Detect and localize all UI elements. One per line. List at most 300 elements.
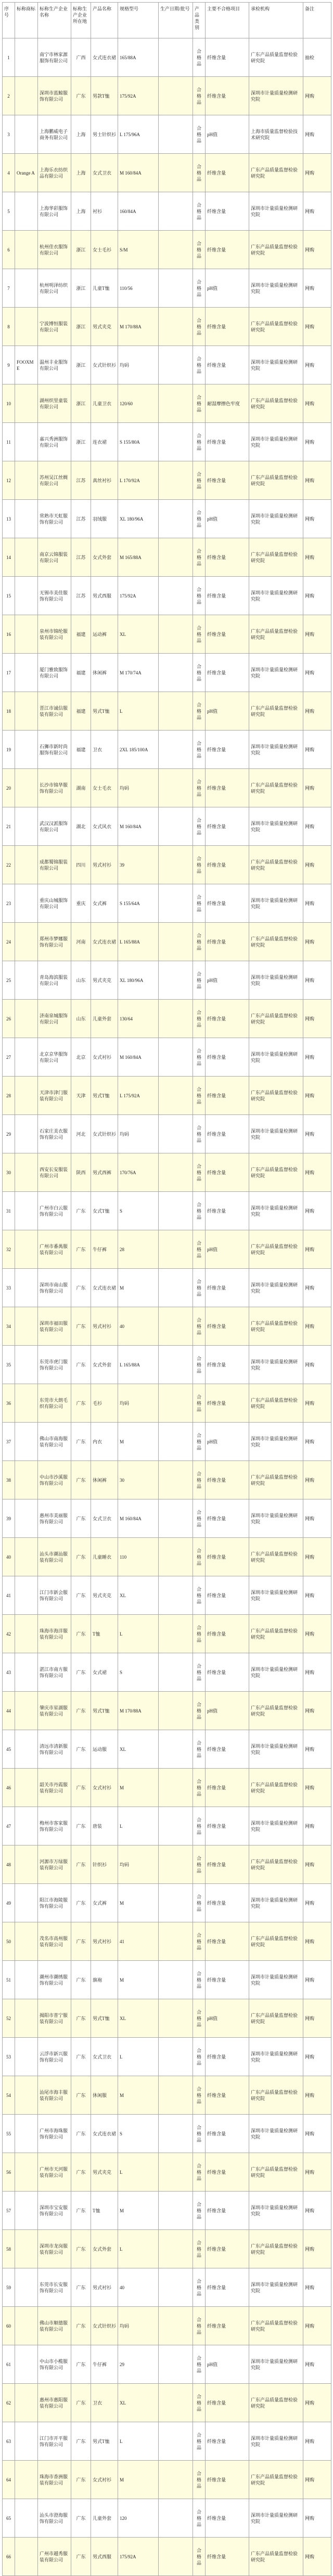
table-cell: 女式针织衫 [91, 1115, 118, 1153]
table-cell: 21 [3, 807, 15, 846]
table-cell: 纤维含量 [206, 1115, 249, 1153]
table-cell: 49 [3, 1884, 15, 1922]
table-cell: 网购 [303, 308, 331, 346]
table-row [3, 2461, 331, 2499]
table-cell [15, 731, 38, 769]
table-cell: 广东 [71, 1769, 91, 1807]
table-row [3, 2538, 331, 2576]
table-cell: 均码 [118, 346, 159, 384]
table-row [3, 692, 331, 731]
table-cell: 纤维含量 [206, 346, 249, 384]
table-cell: 合格品 [193, 1653, 206, 1692]
table-cell: 网购 [303, 1499, 331, 1538]
table-cell: 合格品 [193, 2307, 206, 2345]
table-cell: M [118, 1769, 159, 1807]
table-cell: 网购 [303, 1038, 331, 1077]
table-cell: 广东 [71, 2384, 91, 2422]
table-cell: 28 [3, 1077, 15, 1115]
table-cell: 纤维含量 [206, 77, 249, 115]
table-cell: 14 [3, 538, 15, 577]
table-cell [159, 1423, 193, 1461]
column-header: 主要不合格项目 [206, 3, 249, 38]
table-cell: 合格品 [193, 1384, 206, 1423]
table-cell: 深圳市计量质量检测研究院 [249, 654, 303, 692]
table-cell [159, 577, 193, 615]
table-cell: 合格品 [193, 1807, 206, 1845]
table-cell: 广西 [71, 38, 91, 77]
table-cell [15, 1576, 38, 1615]
table-cell: 广东 [71, 1884, 91, 1922]
table-cell: 羽绒服 [91, 500, 118, 538]
table-cell: 深圳市计量质量检测研究院 [249, 577, 303, 615]
table-cell: 53 [3, 2038, 15, 2076]
table-cell: 广东 [71, 2076, 91, 2115]
table-cell: 广东 [71, 77, 91, 115]
table-row [3, 384, 331, 423]
table-cell: 惠州市美丽服饰有限公司 [38, 1499, 71, 1538]
table-cell: 广东产品质量监督检验研究院 [249, 1153, 303, 1192]
table-row [3, 961, 331, 1000]
table-cell: 3 [3, 115, 15, 154]
table-cell [159, 1384, 193, 1423]
table-cell [159, 538, 193, 577]
table-cell: 广东 [71, 1845, 91, 1884]
table-cell: 网购 [303, 231, 331, 269]
table-cell [159, 961, 193, 1000]
table-cell: 1 [3, 38, 15, 77]
table-cell [159, 1692, 193, 1730]
table-cell: 江苏 [71, 461, 91, 500]
table-cell: 120 [118, 2499, 159, 2538]
table-cell: 重庆山城服饰有限公司 [38, 884, 71, 923]
table-cell [15, 2538, 38, 2576]
table-row [3, 2384, 331, 2422]
table-cell: 石狮市新时尚服饰有限公司 [38, 731, 71, 769]
table-cell: 女式裤 [91, 1884, 118, 1922]
table-cell: 合格品 [193, 1307, 206, 1346]
table-cell [15, 961, 38, 1000]
table-cell: 纤维含量 [206, 192, 249, 231]
table-cell: 网购 [303, 269, 331, 308]
table-cell [159, 1499, 193, 1538]
table-cell: 39 [3, 1499, 15, 1538]
table-cell: 网购 [303, 1845, 331, 1884]
table-cell: 男式夹克 [91, 961, 118, 1000]
table-cell: 网购 [303, 654, 331, 692]
table-cell: M 170/88A [118, 1692, 159, 1730]
table-cell: 11 [3, 423, 15, 461]
table-cell [15, 500, 38, 538]
table-cell: 网购 [303, 500, 331, 538]
table-cell: 120/60 [118, 384, 159, 423]
table-cell: 杭州明泽纺织有限公司 [38, 269, 71, 308]
table-cell [15, 846, 38, 884]
table-cell: 36 [3, 1384, 15, 1423]
table-cell: 合格品 [193, 884, 206, 923]
table-cell: 网购 [303, 1307, 331, 1346]
table-cell: 27 [3, 1038, 15, 1077]
table-cell: 网购 [303, 1615, 331, 1653]
table-cell: 110 [118, 1538, 159, 1576]
column-header: 备注 [303, 3, 331, 38]
table-cell: 湖州织里童装有限公司 [38, 384, 71, 423]
table-cell: 网购 [303, 1999, 331, 2038]
table-cell [15, 1884, 38, 1922]
table-cell: 61 [3, 2345, 15, 2384]
table-cell: 东莞市长安服饰有限公司 [38, 2268, 71, 2307]
table-cell: 40 [118, 2268, 159, 2307]
table-cell: 休闲服 [91, 2076, 118, 2115]
table-cell: 广东 [71, 2230, 91, 2268]
table-cell: 37 [3, 1423, 15, 1461]
table-cell: 厦门雅致服饰有限公司 [38, 654, 71, 692]
table-cell: 合格品 [193, 154, 206, 192]
table-cell: 62 [3, 2384, 15, 2422]
table-cell: 儿童卫衣 [91, 384, 118, 423]
table-cell: 陕西 [71, 1153, 91, 1192]
table-row [3, 308, 331, 346]
table-cell: 纤维含量 [206, 884, 249, 923]
table-cell: 西安长安服装有限公司 [38, 1153, 71, 1192]
table-cell: 纤维含量 [206, 1384, 249, 1423]
table-cell [15, 1653, 38, 1692]
table-cell: 合格品 [193, 384, 206, 423]
table-cell [15, 1000, 38, 1038]
table-cell [15, 1153, 38, 1192]
table-cell: 广东 [71, 1999, 91, 2038]
table-cell: 合格品 [193, 2076, 206, 2115]
table-cell: 纤维含量 [206, 38, 249, 77]
table-cell: 男式衬衫 [91, 846, 118, 884]
table-cell: 女式卫衣 [91, 154, 118, 192]
table-cell: 广东产品质量监督检验研究院 [249, 231, 303, 269]
table-cell: 55 [3, 2115, 15, 2153]
table-cell: 8 [3, 308, 15, 346]
table-cell: 合格品 [193, 2461, 206, 2499]
table-cell: pH值 [206, 115, 249, 154]
table-cell: 深圳市计量质量检测研究院 [249, 269, 303, 308]
table-cell: 女式裤 [91, 884, 118, 923]
table-cell: 常熟市天虹服饰有限公司 [38, 500, 71, 538]
table-cell: 合格品 [193, 1576, 206, 1615]
column-header: 生产日期/批号 [159, 3, 193, 38]
table-cell: 网购 [303, 2307, 331, 2345]
table-cell: 江门市新会服饰有限公司 [38, 1576, 71, 1615]
table-cell: 纤维含量 [206, 2461, 249, 2499]
table-cell: 宁波博恒服装有限公司 [38, 308, 71, 346]
table-cell: 合格品 [193, 1153, 206, 1192]
table-cell [15, 615, 38, 654]
table-cell: 广东产品质量监督检验研究院 [249, 308, 303, 346]
table-cell: 网购 [303, 1230, 331, 1269]
table-cell: 合格品 [193, 1845, 206, 1884]
table-cell: 深圳市计量质量检测研究院 [249, 1346, 303, 1384]
table-cell: S 155/64A [118, 884, 159, 923]
table-cell: 合格品 [193, 1230, 206, 1269]
table-cell: 网购 [303, 615, 331, 654]
table-cell: 19 [3, 731, 15, 769]
table-cell: 湛江市南方服饰有限公司 [38, 1653, 71, 1692]
table-cell: 38 [3, 1461, 15, 1499]
table-cell: 珠海市海洋服装有限公司 [38, 1615, 71, 1653]
table-cell: 清远市清新服饰有限公司 [38, 1730, 71, 1769]
table-cell: 女式外套 [91, 1346, 118, 1384]
table-cell: 嘉兴秀洲服饰有限公司 [38, 423, 71, 461]
table-cell: 合格品 [193, 1769, 206, 1807]
table-cell [159, 2192, 193, 2230]
table-cell: 重庆 [71, 884, 91, 923]
table-row [3, 2499, 331, 2538]
table-cell: 合格品 [193, 115, 206, 154]
table-cell: 51 [3, 1961, 15, 1999]
table-cell [159, 1077, 193, 1115]
table-cell: 女式针织衫 [91, 2307, 118, 2345]
table-cell [15, 1538, 38, 1576]
table-cell: 24 [3, 923, 15, 961]
table-cell: 网购 [303, 846, 331, 884]
table-cell: 女式针织衫 [91, 346, 118, 384]
table-cell: 网购 [303, 2422, 331, 2461]
table-cell [159, 2499, 193, 2538]
table-row [3, 1807, 331, 1845]
table-cell [15, 2076, 38, 2115]
table-cell: 济南泉城服饰有限公司 [38, 1000, 71, 1038]
table-cell: 男式衬衫 [91, 2268, 118, 2307]
table-row [3, 1000, 331, 1038]
table-cell: 广东产品质量监督检验研究院 [249, 2307, 303, 2345]
table-cell: 东莞市大朗毛织有限公司 [38, 1384, 71, 1423]
table-cell: 纤维含量 [206, 2038, 249, 2076]
table-cell: 纤维含量 [206, 577, 249, 615]
table-cell [159, 807, 193, 846]
table-cell: 女式卫衣 [91, 1499, 118, 1538]
table-cell: 广东产品质量监督检验研究院 [249, 38, 303, 77]
table-cell: 江苏 [71, 577, 91, 615]
table-cell: 纤维含量 [206, 769, 249, 807]
table-row [3, 731, 331, 769]
table-cell: L [118, 1615, 159, 1653]
table-cell: 网购 [303, 423, 331, 461]
table-cell [15, 2153, 38, 2192]
table-row [3, 923, 331, 961]
table-cell: 合格品 [193, 2153, 206, 2192]
table-cell [159, 231, 193, 269]
table-cell: M [118, 1269, 159, 1307]
table-row [3, 1769, 331, 1807]
table-cell [159, 115, 193, 154]
table-cell: 18 [3, 692, 15, 731]
table-cell: 深圳市计量质量检测研究院 [249, 2115, 303, 2153]
table-cell: 内衣 [91, 1423, 118, 1461]
table-cell: M [118, 1423, 159, 1461]
table-cell: 儿童外套 [91, 2499, 118, 2538]
table-cell: 深圳市计量质量检测研究院 [249, 500, 303, 538]
table-cell: 深圳市计量质量检测研究院 [249, 1961, 303, 1999]
table-cell [15, 1230, 38, 1269]
table-cell: 纤维含量 [206, 1922, 249, 1961]
table-cell [159, 769, 193, 807]
table-cell: 47 [3, 1807, 15, 1845]
table-cell: 纤维含量 [206, 1077, 249, 1115]
table-header [3, 3, 331, 38]
table-cell: 网购 [303, 1115, 331, 1153]
table-cell: 52 [3, 1999, 15, 2038]
table-cell: 晋江市诚信服装有限公司 [38, 692, 71, 731]
table-cell: 广东产品质量监督检验研究院 [249, 1538, 303, 1576]
table-cell: 广州市越秀服装有限公司 [38, 2538, 71, 2576]
table-cell: M 160/84A [118, 154, 159, 192]
table-cell [159, 1730, 193, 1769]
table-cell [159, 1999, 193, 2038]
table-cell: XL [118, 2384, 159, 2422]
table-cell [15, 423, 38, 461]
table-cell: 广东产品质量监督检验研究院 [249, 923, 303, 961]
table-row [3, 846, 331, 884]
table-cell: 网购 [303, 2192, 331, 2230]
table-cell: 2 [3, 77, 15, 115]
table-cell: 合格品 [193, 1038, 206, 1077]
table-cell: 广东产品质量监督检验研究院 [249, 154, 303, 192]
table-cell: 男款T恤 [91, 77, 118, 115]
table-cell: 深圳市计量质量检测研究院 [249, 1730, 303, 1769]
table-cell: 纤维含量 [206, 231, 249, 269]
table-cell: 湖北 [71, 807, 91, 846]
table-cell: 广东 [71, 2192, 91, 2230]
table-cell: 网购 [303, 1769, 331, 1807]
table-cell: 深圳市计量质量检测研究院 [249, 2422, 303, 2461]
table-cell: 广东 [71, 1961, 91, 1999]
table-cell: 合格品 [193, 923, 206, 961]
table-cell: 均码 [118, 1845, 159, 1884]
table-cell: 60 [3, 2307, 15, 2345]
table-cell: S [118, 1192, 159, 1230]
table-cell [15, 231, 38, 269]
table-cell: 广东 [71, 1230, 91, 1269]
table-cell: 纤维含量 [206, 1615, 249, 1653]
table-cell [15, 2115, 38, 2153]
table-cell [159, 2384, 193, 2422]
table-cell: 温州丰业服饰有限公司 [38, 346, 71, 384]
table-cell: T恤 [91, 2192, 118, 2230]
table-cell: 深圳市计量质量检测研究院 [249, 807, 303, 846]
table-cell: 女式外套 [91, 2230, 118, 2268]
table-cell: 34 [3, 1307, 15, 1346]
table-cell: 广东产品质量监督检验研究院 [249, 1999, 303, 2038]
table-row [3, 461, 331, 500]
table-cell [15, 269, 38, 308]
table-cell: 纤维含量 [206, 1653, 249, 1692]
table-cell: 网购 [303, 115, 331, 154]
table-cell [159, 846, 193, 884]
table-cell [15, 1922, 38, 1961]
table-cell: FOOXME [15, 346, 38, 384]
table-cell: 北京京华服饰有限公司 [38, 1038, 71, 1077]
table-row [3, 1499, 331, 1538]
table-cell: 儿童睡衣 [91, 1538, 118, 1576]
table-cell: 合格品 [193, 2538, 206, 2576]
table-cell: 四川 [71, 846, 91, 884]
table-cell: 纤维含量 [206, 308, 249, 346]
table-cell: 170/76A [118, 1153, 159, 1192]
table-cell: pH值 [206, 500, 249, 538]
table-cell: M 165/88A [118, 538, 159, 577]
table-cell [159, 2268, 193, 2307]
table-cell [159, 1922, 193, 1961]
table-cell: 合格品 [193, 2268, 206, 2307]
table-cell: 网购 [303, 1692, 331, 1730]
table-cell [159, 1115, 193, 1153]
table-cell: 广州市天河服装有限公司 [38, 2153, 71, 2192]
table-cell [159, 423, 193, 461]
table-cell: 合格品 [193, 2345, 206, 2384]
table-cell: 网购 [303, 77, 331, 115]
table-cell [15, 1115, 38, 1153]
table-cell [159, 1192, 193, 1230]
table-cell: 合格品 [193, 346, 206, 384]
table-cell: 4 [3, 154, 15, 192]
table-cell: 深圳市计量质量检测研究院 [249, 731, 303, 769]
table-cell: 165/88A [118, 38, 159, 77]
table-cell: 卫衣 [91, 731, 118, 769]
table-cell: 男式夹克 [91, 1576, 118, 1615]
table-cell: 深圳市计量质量检测研究院 [249, 1115, 303, 1153]
table-cell: 深圳市蓝鲸服饰有限公司 [38, 77, 71, 115]
table-cell [15, 923, 38, 961]
table-cell: 女式外套 [91, 538, 118, 577]
table-cell [15, 77, 38, 115]
table-cell: 深圳市计量质量检测研究院 [249, 77, 303, 115]
table-cell: 广东产品质量监督检验研究院 [249, 2384, 303, 2422]
table-cell: 7 [3, 269, 15, 308]
table-cell: 广东产品质量监督检验研究院 [249, 1307, 303, 1346]
table-cell [159, 2461, 193, 2499]
table-cell: 31 [3, 1192, 15, 1230]
table-cell: 合格品 [193, 1961, 206, 1999]
table-cell: 广东 [71, 1384, 91, 1423]
column-header: 序号 [3, 3, 15, 38]
table-cell [15, 2307, 38, 2345]
table-cell: 男式衬衫 [91, 1307, 118, 1346]
table-row [3, 1845, 331, 1884]
table-cell [159, 1038, 193, 1077]
table-cell: 网购 [303, 731, 331, 769]
table-cell: M 160/84A [118, 1038, 159, 1077]
table-cell: 41 [3, 1576, 15, 1615]
table-cell: 网购 [303, 1077, 331, 1115]
table-row [3, 423, 331, 461]
table-cell: 广东 [71, 2499, 91, 2538]
table-cell: 合格品 [193, 1730, 206, 1769]
table-cell: 纤维含量 [206, 807, 249, 846]
table-cell [15, 2345, 38, 2384]
table-cell: 网购 [303, 1807, 331, 1845]
table-cell [159, 1615, 193, 1653]
table-cell: M [118, 1961, 159, 1999]
table-cell [15, 2230, 38, 2268]
table-cell: 福建 [71, 615, 91, 654]
table-row [3, 2307, 331, 2345]
table-cell: 纤维含量 [206, 1884, 249, 1922]
table-cell: XL 180/96A [118, 500, 159, 538]
table-cell: 耐湿摩擦色牢度 [206, 384, 249, 423]
table-cell: 网购 [303, 1346, 331, 1384]
table-row [3, 1192, 331, 1230]
table-cell: 儿童T恤 [91, 269, 118, 308]
table-cell: 深圳市计量质量检测研究院 [249, 961, 303, 1000]
table-cell: 纤维含量 [206, 1499, 249, 1538]
table-cell: 广东产品质量监督检验研究院 [249, 1230, 303, 1269]
table-cell: 网购 [303, 1000, 331, 1038]
